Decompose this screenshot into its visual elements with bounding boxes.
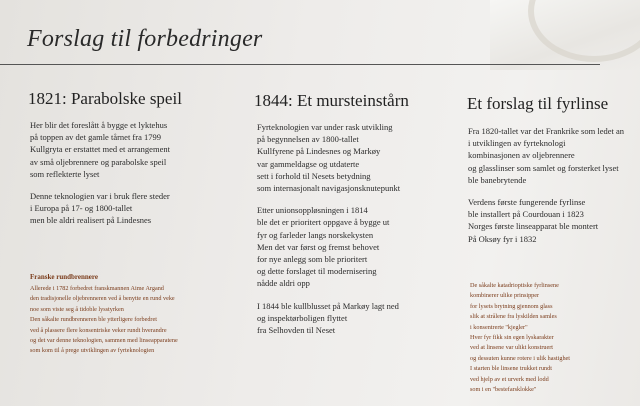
text-line: fra Selhovden til Neset — [257, 325, 336, 336]
text-line: og dette forslaget til modernisering — [257, 266, 377, 277]
text-line: var gammeldagse og utdaterte — [257, 158, 360, 169]
text-line: og dessuten kunne rotere i ulik hastighet — [470, 354, 571, 362]
text-line: Kullfyrene på Lindesnes og Markøy — [257, 146, 381, 157]
text-line: nådde aldri opp — [257, 278, 310, 289]
text-line: slik at strålene fra lyskilden samles — [470, 313, 557, 321]
column-1-text — [30, 119, 170, 237]
text-line: Her blir det foreslått å bygge et lyktehus — [30, 120, 168, 130]
text-line: som reflekterte lyset — [30, 168, 100, 179]
text-line: I 1844 ble kullblusset på Markøy lagt ned — [257, 300, 399, 311]
text-line: Fyrteknologien var under rask utvikling — [257, 122, 393, 132]
text-line: De såkalte katadrioptiske fyrlinsene — [470, 282, 559, 289]
text-line: Etter unionsoppløsningen i 1814 — [257, 205, 368, 216]
text-line: av små oljebrennere og parabolske speil — [30, 156, 167, 167]
text-line: som i en "bestefarsklokke" — [470, 386, 537, 394]
text-line: som internasjonalt navigasjonsknutepunkt — [257, 183, 401, 194]
text-line: fyr og farleder langs norskekysten — [257, 229, 374, 240]
column-3-paragraph-2 — [468, 196, 624, 245]
text-line: kombinasjonen av oljebrennere — [468, 150, 575, 161]
text-line: Fra 1820-tallet var det Frankrike som ledet an — [468, 126, 625, 136]
text-line: den tradisjonelle oljebrenneren ved å benytte en rund veke — [30, 295, 175, 303]
column-3-paragraph-1 — [468, 125, 624, 186]
text-line: Verdens første fungerende fyrlinse — [468, 197, 586, 208]
text-line: Norges første linseapparat ble montert — [468, 221, 599, 232]
corner-arc — [528, 0, 640, 62]
text-line: Kullgryta er erstattet med et arrangement — [30, 144, 170, 155]
text-line: På Oksøy fyr i 1832 — [468, 233, 537, 244]
text-line: ved hjelp av et urverk med lodd — [470, 375, 549, 383]
column-1-paragraph-2 — [30, 190, 170, 227]
text-line: og det var denne teknologien, sammen med linseapparatene — [30, 337, 178, 345]
text-line: Denne teknologien var i bruk flere steder — [30, 191, 170, 202]
text-line: og glasslinser som samlet og forsterket lyset — [468, 162, 619, 173]
text-line: I starten ble linsene trukket rundt — [470, 365, 552, 373]
text-line: men ble aldri realisert på Lindesnes — [30, 215, 152, 226]
column-3-heading: Et forslag til fyrlinse — [467, 94, 609, 113]
column-2-paragraph-3 — [257, 300, 400, 337]
text-line: i Europa på 17- og 1800-tallet — [30, 203, 133, 214]
title-divider — [0, 64, 600, 65]
column-1-paragraph-1 — [30, 119, 170, 180]
column-3-text — [468, 125, 624, 255]
text-line: Men det var først og fremst behovet — [257, 241, 380, 252]
text-line: og inspektørboligen flyttet — [257, 312, 348, 323]
text-line: kombinerer ulike prinsipper — [470, 292, 540, 300]
text-line: ble det er prioritert oppgave å bygge ut — [257, 217, 390, 228]
column-1-note-heading: Franske rundbrennere — [30, 273, 98, 281]
text-line: på toppen av det gamle tårnet fra 1799 — [30, 132, 161, 143]
column-3-note — [470, 281, 570, 395]
text-line: for lysets brytning gjennom glass — [470, 302, 553, 310]
text-line: ble installert på Courdouan i 1823 — [468, 209, 584, 220]
text-line: Hver fyr fikk sin egen lyskarakter — [470, 334, 554, 342]
text-line: som kom til å prege utviklingen av fyrteknologien — [30, 347, 155, 355]
page-title: Forslag til forbedringer — [27, 26, 263, 52]
text-line: sett i forhold til Nesets betydning — [257, 170, 371, 181]
text-line: ved at linsene var ulikt konstruert — [470, 344, 553, 352]
text-line: noe som viste seg å tidoble lysstyrken — [30, 305, 124, 313]
text-line: i utviklingen av fyrteknologi — [468, 138, 566, 149]
column-2-heading: 1844: Et mursteinstårn — [254, 91, 409, 110]
text-line: i konsentrerte "kjegler" — [470, 323, 528, 331]
column-2-text — [257, 121, 400, 346]
column-1-heading: 1821: Parabolske speil — [28, 89, 182, 108]
text-line: på begynnelsen av 1800-tallet — [257, 134, 359, 145]
text-line: Allerede i 1782 forbedret franskmannen Aime Argand — [30, 285, 164, 292]
text-line: for nye anlegg som ble prioritert — [257, 254, 368, 265]
corner-photo — [490, 0, 640, 70]
column-2-paragraph-1 — [257, 121, 400, 194]
text-line: ble banebrytende — [468, 174, 527, 185]
text-line: ved å plassere flere konsentriske veker rundt hverandre — [30, 326, 167, 334]
column-2-paragraph-2 — [257, 204, 400, 289]
text-line: Den såkalte rundbrenneren ble ytterligere forbedret — [30, 316, 157, 324]
column-1-note — [30, 284, 178, 357]
